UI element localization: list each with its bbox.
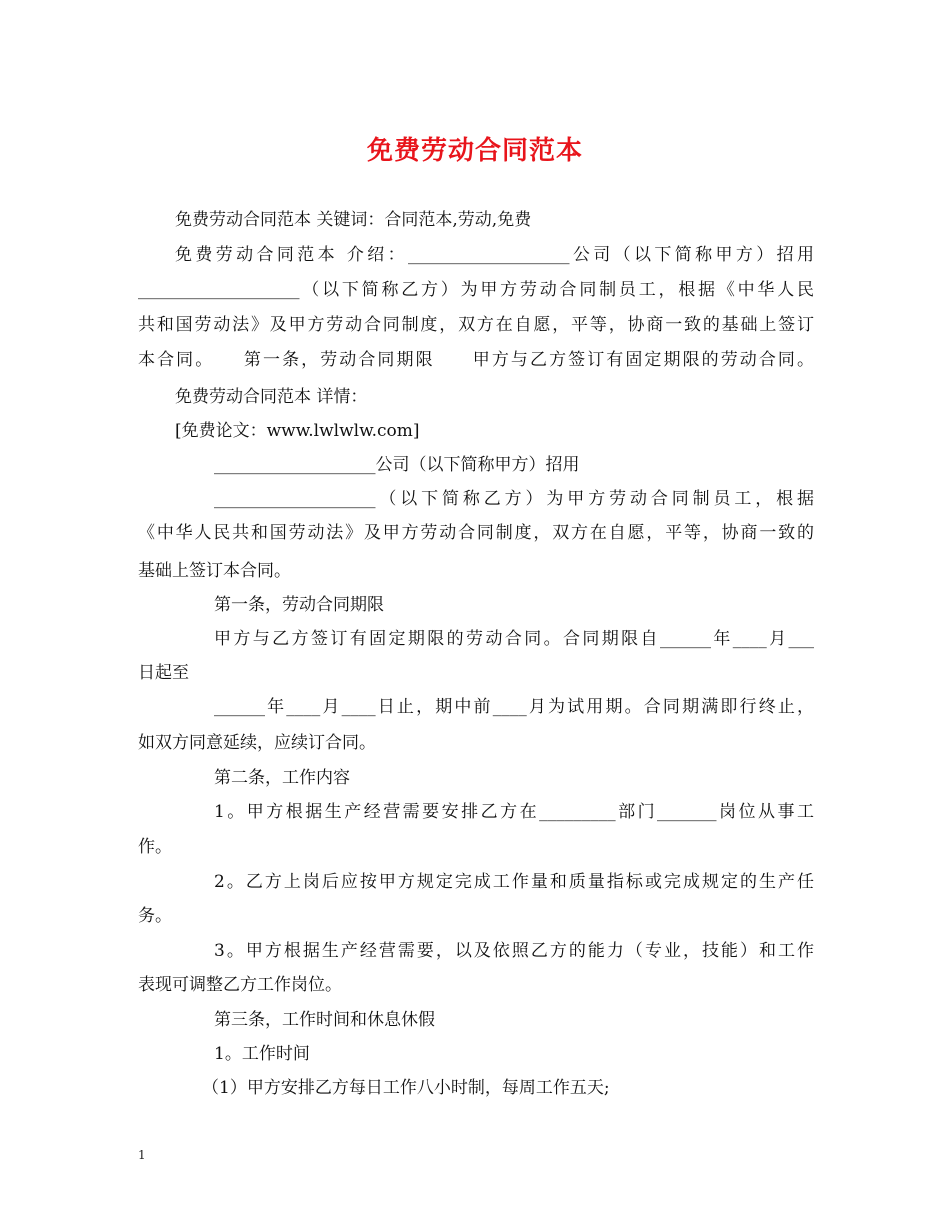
body-line: 1。工作时间 (214, 1044, 310, 1064)
body-line: 基础上签订本合同。 (138, 561, 291, 581)
keywords-line: 免费劳动合同范本 关键词：合同范本,劳动,免费 (175, 210, 532, 230)
body-line: 1。甲方根据生产经营需要安排乙方在_________部门_______岗位从事工 (214, 802, 814, 822)
body-line: （1）甲方安排乙方每日工作八小时制，每周工作五天; (202, 1078, 610, 1098)
body-line: 作。 (138, 837, 172, 857)
document-title: 免费劳动合同范本 (366, 136, 583, 166)
body-line: 表现可调整乙方工作岗位。 (138, 975, 342, 995)
section-heading: 第三条，工作时间和休息休假 (214, 1010, 435, 1030)
intro-line: ___________________（以下简称乙方）为甲方劳动合同制员工，根据《中华人民 (138, 280, 814, 300)
body-line: ___________________公司（以下简称甲方）招用 (214, 455, 580, 475)
body-line: ______年____月____日止，期中前____月为试用期。合同期满即行终止， (214, 697, 814, 717)
body-line: 甲方与乙方签订有固定期限的劳动合同。合同期限自______年____月___ (214, 629, 814, 649)
source-line: [免费论文：www.lwlwlw.com] (175, 421, 420, 441)
intro-line: 共和国劳动法》及甲方劳动合同制度，双方在自愿，平等，协商一致的基础上签订 (138, 315, 814, 335)
details-line: 免费劳动合同范本 详情： (175, 387, 368, 407)
body-line: 日起至 (138, 663, 189, 683)
page-number: 1 (138, 1148, 146, 1162)
section-heading: 第二条，工作内容 (214, 768, 350, 788)
body-line: 如双方同意延续，应续订合同。 (138, 733, 376, 753)
body-line: ___________________（以下简称乙方）为甲方劳动合同制员工，根据 (214, 489, 814, 509)
intro-line: 免费劳动合同范本 介绍：___________________公司（以下简称甲方）招用 (175, 245, 814, 265)
body-line: 2。乙方上岗后应按甲方规定完成工作量和质量指标或完成规定的生产任 (214, 872, 814, 892)
section-heading: 第一条，劳动合同期限 (214, 595, 384, 615)
intro-line: 本合同。 第一条，劳动合同期限 甲方与乙方签订有固定期限的劳动合同。 (138, 350, 814, 370)
body-line: 务。 (138, 906, 172, 926)
body-line: 3。甲方根据生产经营需要，以及依照乙方的能力（专业，技能）和工作 (214, 941, 814, 961)
body-line: 《中华人民共和国劳动法》及甲方劳动合同制度，双方在自愿，平等，协商一致的 (138, 523, 814, 543)
